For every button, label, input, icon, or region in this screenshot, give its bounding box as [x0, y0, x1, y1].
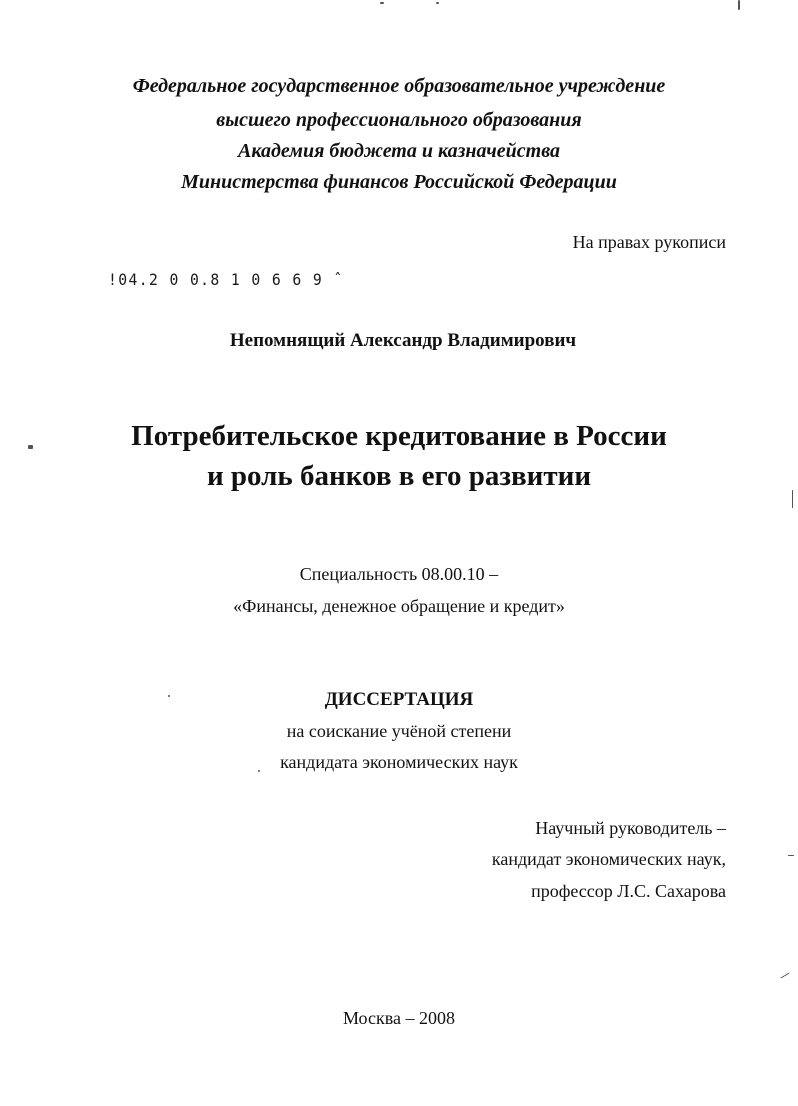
institution-line-1: Федеральное государственное образовательное учреждение	[132, 75, 666, 97]
archive-stamp-number: !04.2 0 0.8 1 0 6 6 9 ˆ	[108, 270, 344, 289]
scan-artifact	[780, 973, 789, 979]
scan-artifact	[738, 0, 740, 10]
institution-line-3: Академия бюджета и казначейства	[238, 140, 560, 162]
supervisor-degree: кандидат экономических наук,	[491, 849, 726, 869]
institution-line-2: высшего профессионального образования	[216, 109, 582, 131]
manuscript-note: На правах рукописи	[572, 232, 726, 252]
specialty-name: «Финансы, денежное обращение и кредит»	[233, 596, 565, 616]
degree-name: кандидата экономических наук	[280, 752, 518, 772]
scan-artifact	[788, 855, 794, 856]
scan-artifact	[436, 2, 439, 4]
city-year: Москва – 2008	[343, 1008, 455, 1028]
institution-line-4: Министерства финансов Российской Федерации	[181, 171, 617, 193]
dissertation-title-line-2: и роль банков в его развитии	[206, 460, 592, 492]
supervisor-name: профессор Л.С. Сахарова	[531, 881, 726, 901]
dissertation-title-line-1: Потребительское кредитование в России	[131, 420, 667, 452]
author-name: Непомнящий Александр Владимирович	[229, 330, 577, 351]
specialty-code: Специальность 08.00.10 –	[299, 564, 499, 584]
scan-artifact	[380, 2, 384, 4]
document-type: ДИССЕРТАЦИЯ	[324, 689, 474, 710]
degree-purpose: на соискание учёной степени	[286, 721, 512, 741]
supervisor-role: Научный руководитель –	[535, 818, 726, 838]
scan-artifact	[792, 490, 793, 508]
